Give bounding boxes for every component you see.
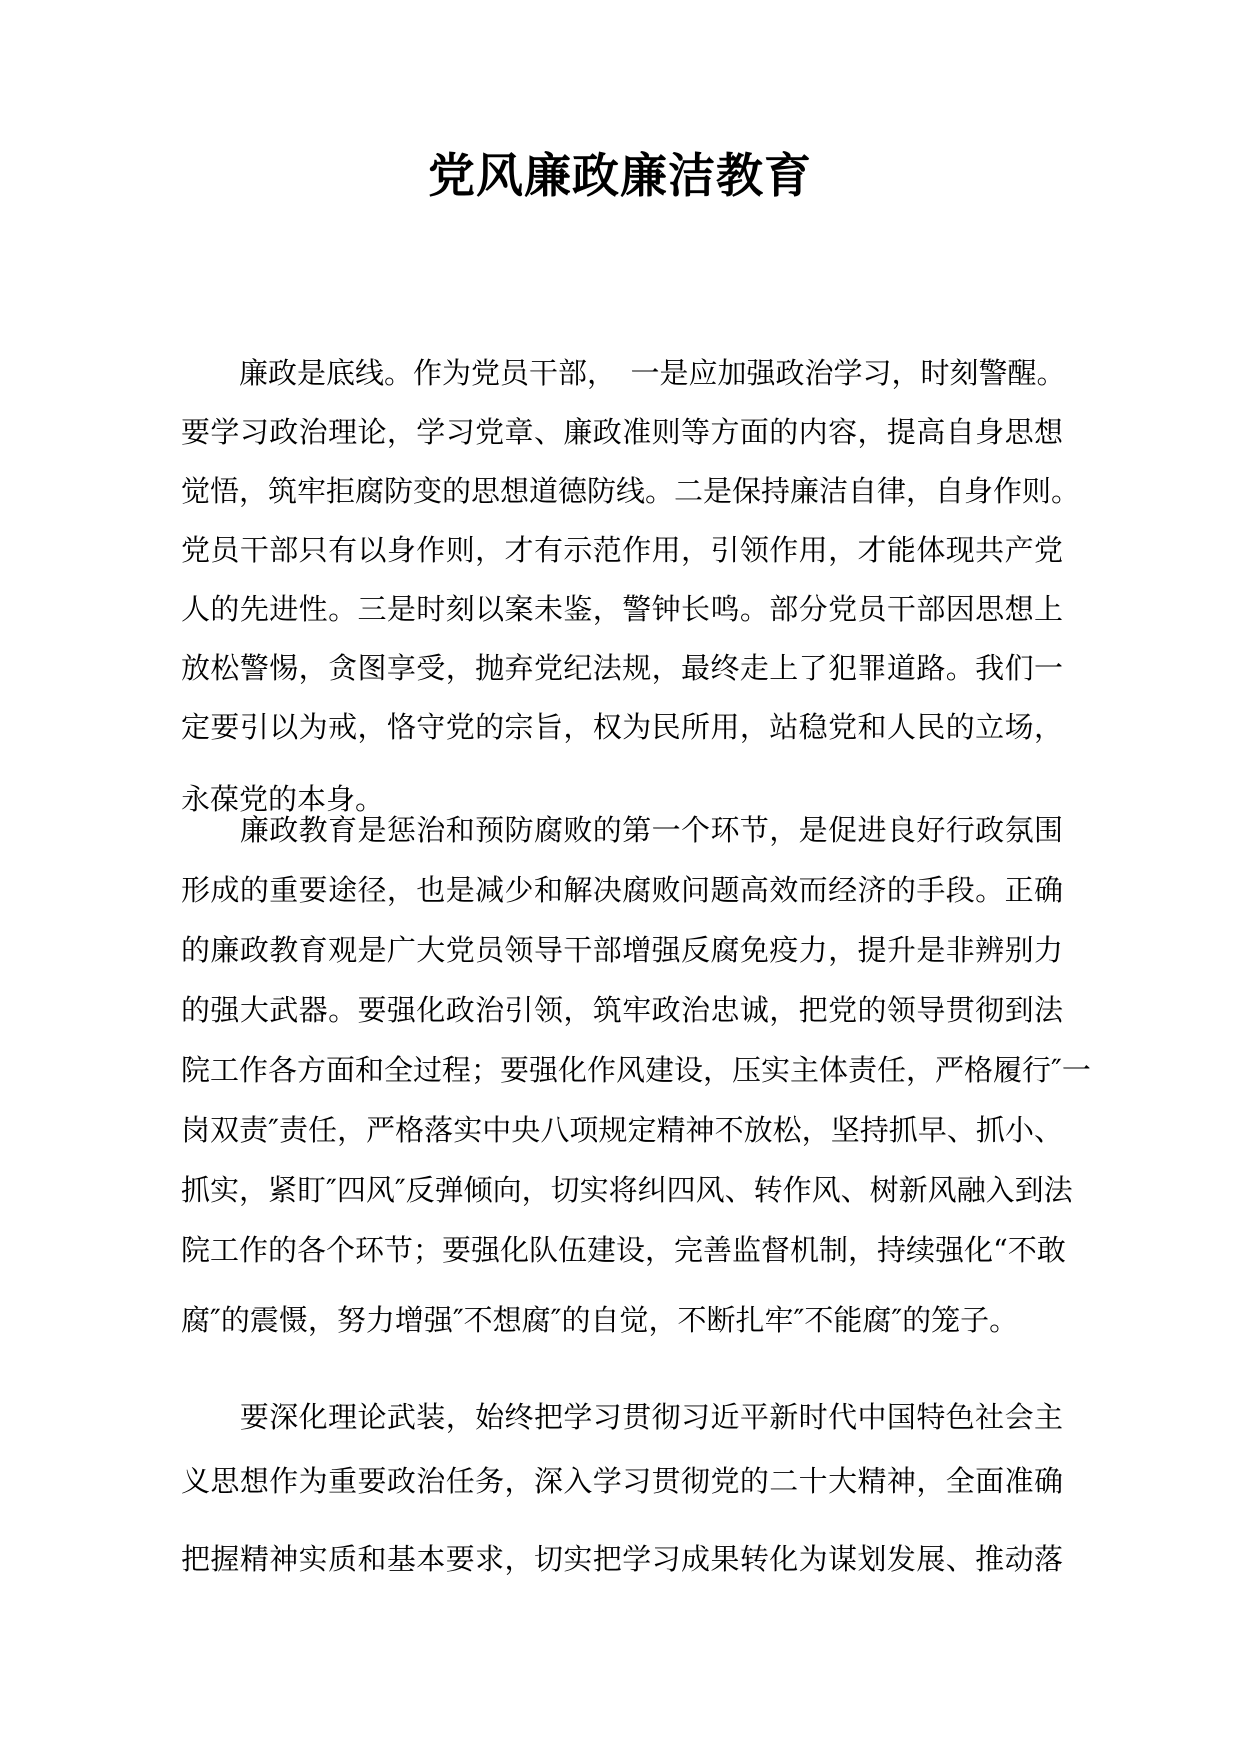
paragraph-line: 院工作的各个环节；要强化队伍建设，完善监督机制，持续强化“不敢 — [181, 1233, 1066, 1267]
paragraph-3 — [181, 1385, 1063, 1591]
paragraph-line: 要学习政治理论，学习党章、廉政准则等方面的内容，提高自身思想 — [181, 415, 1063, 449]
paragraph-line: 要深化理论武装，始终把学习贯彻习近平新时代中国特色社会主 — [181, 1400, 1063, 1434]
paragraph-line: 廉政是底线。作为党员干部， 一是应加强政治学习，时刻警醒。 — [181, 356, 1066, 390]
paragraph-line: 人的先进性。三是时刻以案未鉴，警钟长鸣。部分党员干部因思想上 — [181, 592, 1063, 626]
paragraph-line: 觉悟，筑牢拒腐防变的思想道德防线。二是保持廉洁自律，自身作则。 — [181, 474, 1081, 508]
paragraph-line: 院工作各方面和全过程；要强化作风建设，压实主体责任，严格履行″一 — [181, 1053, 1091, 1087]
paragraph-line: 把握精神实质和基本要求，切实把学习成果转化为谋划发展、推动落 — [181, 1542, 1063, 1576]
paragraph-line: 腐″的震慑，努力增强″不想腐″的自觉，不断扎牢″不能腐″的笼子。 — [181, 1303, 1019, 1337]
paragraph-1 — [181, 344, 1081, 829]
paragraph-line: 的强大武器。要强化政治引领，筑牢政治忠诚，把党的领导贯彻到法 — [181, 993, 1063, 1027]
paragraph-line: 抓实，紧盯″四风″反弹倾向，切实将纠四风、转作风、树新风融入到法 — [181, 1173, 1073, 1207]
paragraph-2 — [181, 800, 1091, 1350]
paragraph-line: 放松警惕，贪图享受，抛弃党纪法规，最终走上了犯罪道路。我们一 — [181, 651, 1063, 685]
paragraph-line: 的廉政教育观是广大党员领导干部增强反腐免疫力，提升是非辨别力 — [181, 933, 1063, 967]
paragraph-line: 党员干部只有以身作则，才有示范作用，引领作用，才能体现共产党 — [181, 533, 1063, 567]
paragraph-line: 岗双责″责任，严格落实中央八项规定精神不放松，坚持抓早、抓小、 — [181, 1113, 1063, 1147]
paragraph-line: 形成的重要途径，也是减少和解决腐败问题高效而经济的手段。正确 — [181, 873, 1063, 907]
paragraph-line: 定要引以为戒，恪守党的宗旨，权为民所用，站稳党和人民的立场， — [181, 710, 1063, 744]
document-title: 党风廉政廉洁教育 — [428, 149, 812, 204]
paragraph-line: 永葆党的本身。 — [181, 782, 385, 816]
paragraph-line: 义思想作为重要政治任务，深入学习贯彻党的二十大精神，全面准确 — [181, 1464, 1063, 1498]
paragraph-line: 廉政教育是惩治和预防腐败的第一个环节，是促进良好行政氛围 — [181, 813, 1063, 847]
